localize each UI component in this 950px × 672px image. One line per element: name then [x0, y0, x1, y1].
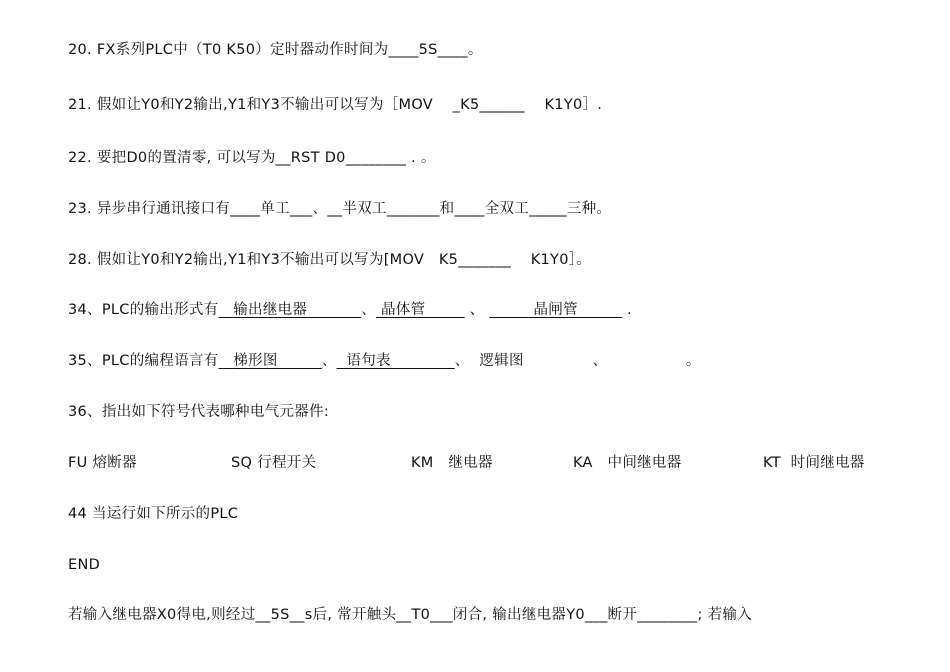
- end-label: END: [68, 557, 101, 573]
- symbol-km: KM 继电器: [411, 455, 493, 471]
- q34-separator-2: 、: [464, 302, 485, 318]
- q35-prefix: 35、PLC的编程语言有: [68, 353, 219, 369]
- symbol-fu: FU 熔断器: [68, 455, 137, 471]
- q34-answer-2: 晶体管: [380, 302, 426, 318]
- q34-separator-1: 、: [361, 302, 377, 318]
- symbol-kt: KT 时间继电器: [763, 455, 865, 471]
- q34-end: .: [622, 302, 632, 318]
- q34-answer-1: 输出继电器: [233, 302, 308, 318]
- q35-separator-2: 、: [454, 353, 470, 369]
- q35-answer-2: 语句表: [346, 353, 391, 369]
- q34-answer-3: 晶闸管: [533, 302, 578, 318]
- question-22: 22. 要把D0的置清零, 可以写为__RST D0________ . 。: [68, 150, 436, 166]
- q35-end: 。: [685, 353, 701, 369]
- symbol-ka: KA 中间继电器: [573, 455, 682, 471]
- question-20: 20. FX系列PLC中（T0 K50）定时器动作时间为____5S____。: [68, 42, 483, 58]
- symbol-row: [68, 453, 926, 473]
- symbol-sq: SQ 行程开关: [231, 455, 317, 471]
- question-34: [68, 300, 926, 320]
- question-44: 44 当运行如下所示的PLC: [68, 506, 239, 522]
- question-36: 36、指出如下符号代表哪种电气元器件:: [68, 404, 330, 420]
- q35-answer-1: 梯形图: [233, 353, 278, 369]
- question-44-text: 若输入继电器X0得电,则经过__5S__s后, 常开触头__T0___闭合, 输出继电器Y0___断开________; 若输入: [68, 607, 753, 623]
- q35-answer-3: 逻辑图: [479, 353, 524, 369]
- q35-separator-3: 、: [592, 353, 608, 369]
- question-35: [68, 351, 926, 371]
- question-23: 23. 异步串行通讯接口有____单工___、__半双工_______和____全双工_____三种。: [68, 201, 612, 217]
- question-28: 28. 假如让Y0和Y2输出,Y1和Y3不输出可以写为[MOV K5_______ K1Y0］。: [68, 252, 592, 268]
- q34-prefix: 34、PLC的输出形式有: [68, 302, 219, 318]
- q35-separator-1: 、: [321, 353, 337, 369]
- question-21: 21. 假如让Y0和Y2输出,Y1和Y3不输出可以写为［MOV _K5______ K1Y0］.: [68, 97, 603, 113]
